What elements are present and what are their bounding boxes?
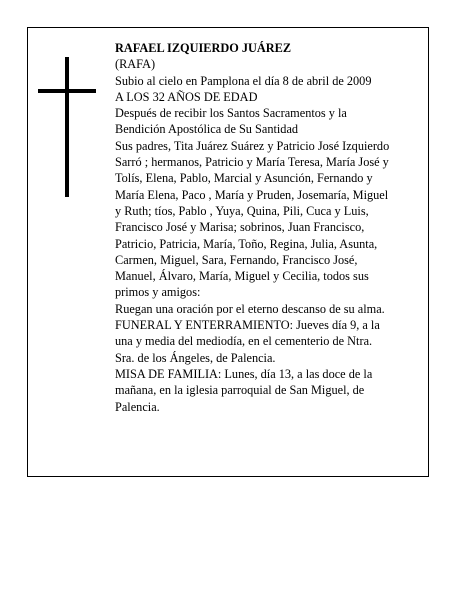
mass-line: MISA DE FAMILIA: Lunes, día 13, a las doce de la — [115, 366, 373, 381]
family-line: Sus padres, Tita Juárez Suárez y Patricio José Izquierdo — [115, 138, 390, 153]
family-line: Carmen, Miguel, Sara, Fernando, Francisco José, — [115, 252, 358, 267]
sacraments-line: Bendición Apostólica de Su Santidad — [115, 122, 299, 137]
funeral-line: una y media del mediodía, en el cementerio de Ntra. — [115, 334, 373, 349]
funeral-line: Sra. de los Ángeles, de Palencia. — [115, 350, 276, 365]
family-line: Tolís, Elena, Pablo, Marcial y Asunción, Fernando y — [115, 171, 373, 186]
cross-icon — [38, 57, 96, 197]
family-line: Manuel, Álvaro, María, Miguel y Cecilia, todos sus — [115, 269, 369, 284]
cross-horizontal-bar — [38, 89, 96, 93]
family-line: Francisco José y Marisa; sobrinos, Juan Francisco, — [115, 220, 365, 235]
family-line: María Elena, Paco , María y Pruden, Josemaría, Miguel — [115, 187, 389, 202]
sacraments-line: Después de recibir los Santos Sacramentos y la — [115, 106, 347, 121]
deceased-name: RAFAEL IZQUIERDO JUÁREZ — [115, 41, 292, 55]
deceased-nickname: (RAFA) — [115, 57, 156, 72]
cross-vertical-bar — [65, 57, 69, 197]
death-date-line: Subio al cielo en Pamplona el día 8 de abril de 2009 — [115, 73, 372, 88]
funeral-line: FUNERAL Y ENTERRAMIENTO: Jueves día 9, a la — [115, 318, 380, 333]
family-line: Patricio, Patricia, María, Toño, Regina, Julia, Asunta, — [115, 236, 378, 251]
prayer-line: Ruegan una oración por el eterno descanso de su alma. — [115, 301, 385, 316]
mass-line: Palencia. — [115, 399, 160, 414]
family-line: y Ruth; tíos, Pablo , Yuya, Quina, Pili, Cuca y Luis, — [115, 203, 369, 218]
family-line: primos y amigos: — [115, 285, 201, 300]
obituary-text — [115, 40, 425, 415]
mass-line: mañana, en la iglesia parroquial de San Miguel, de — [115, 383, 365, 398]
family-line: Sarró ; hermanos, Patricio y María Teresa, María José y — [115, 155, 389, 170]
age-line: A LOS 32 AÑOS DE EDAD — [115, 89, 258, 104]
